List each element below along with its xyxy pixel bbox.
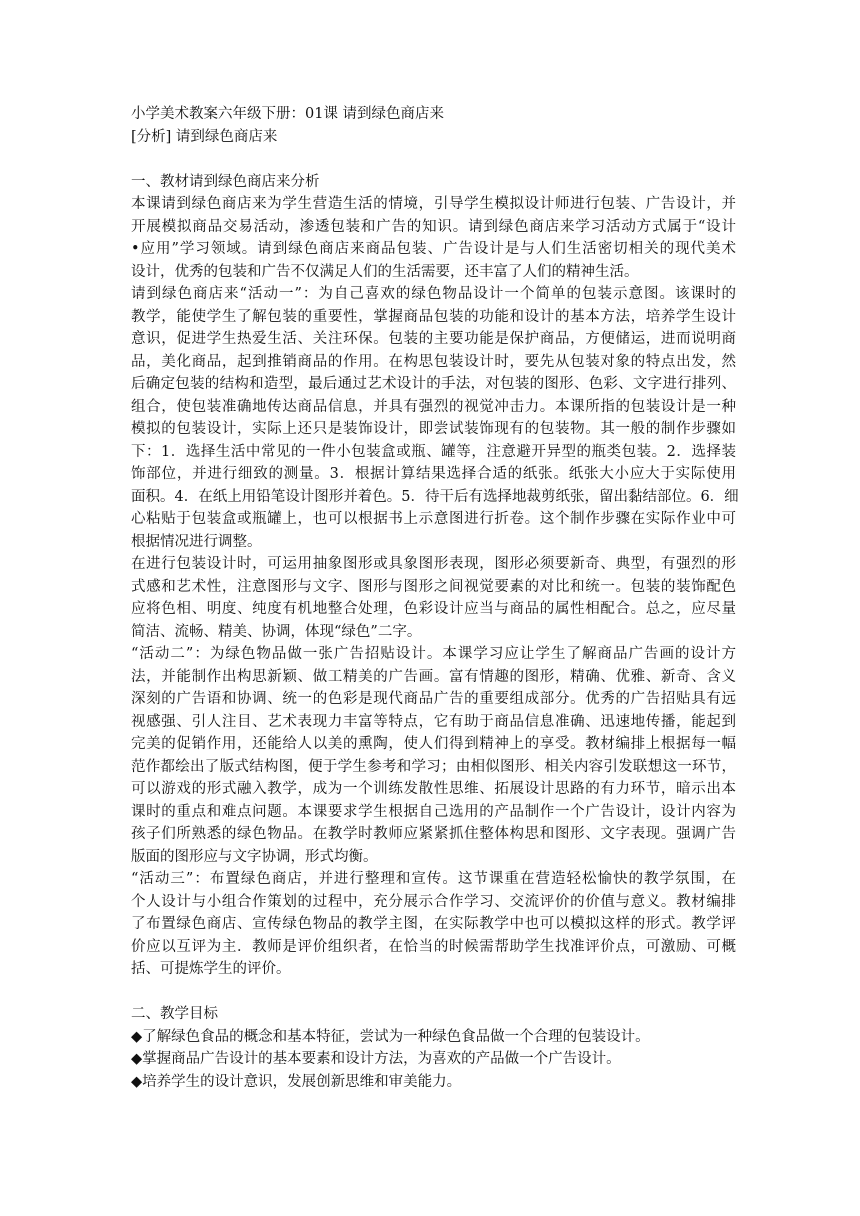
text-line: 后确定包装的结构和造型，最后通过艺术设计的手法，对包装的图形、色彩、文字进行排列、 xyxy=(131,376,736,392)
text-line: 教学，能使学生了解包装的重要性，掌握商品包装的功能和设计的基本方法，培养学生设计 xyxy=(131,308,736,325)
paragraph-design-notes xyxy=(131,553,736,643)
paragraph-activity-one xyxy=(131,283,739,553)
paragraph-activity-two xyxy=(131,643,736,868)
text-line: 心粘贴于包装盒或瓶罐上，也可以根据书上示意图进行折卷。这个制作步骤在实际作业中可 xyxy=(131,511,736,527)
goal-item: ◆掌握商品广告设计的基本要素和设计方法，为喜欢的产品做一个广告设计。 xyxy=(131,1051,621,1067)
text-line: 开展模拟商品交易活动，渗透包装和广告的知识。请到绿色商店来学习活动方式属于“设计 xyxy=(131,218,736,235)
text-line: •应用”学习领域。请到绿色商店来商品包装、广告设计是与人们生活密切相关的现代美术 xyxy=(131,241,736,257)
text-line: 饰部位，并进行细致的测量。3．根据计算结果选择合适的纸张。纸张大小应大于实际使用 xyxy=(131,466,736,482)
text-line: 简洁、流畅、精美、协调，体现“绿色”二字。 xyxy=(131,623,422,640)
text-line: 可以游戏的形式融入教学，成为一个训练发散性思维、拓展设计思路的有力环节，暗示出本 xyxy=(131,781,736,797)
section-heading-goals: 二、教学目标 xyxy=(131,1006,218,1022)
document-title: 小学美术教案六年级下册：01课 请到绿色商店来 xyxy=(131,106,445,122)
section-heading-analysis: 一、教材请到绿色商店来分析 xyxy=(131,173,320,190)
text-line: 组合，使包装准确地传达商品信息，并具有强烈的视觉冲击力。本课所指的包装设计是一种 xyxy=(131,398,736,415)
text-line: “活动三”：布置绿色商店，并进行整理和宣传。这节课重在营造轻松愉快的教学氛围，在 xyxy=(131,871,736,887)
document-subtitle: [分析] 请到绿色商店来 xyxy=(131,128,278,145)
spacer xyxy=(131,981,736,1004)
text-line: 深刻的广告语和协调、统一的色彩是现代商品广告的重要组成部分。优秀的广告招贴具有远 xyxy=(131,691,736,707)
text-line: 模拟的包装设计，实际上还只是装饰设计，即尝试装饰现有的包装物。其一般的制作步骤如 xyxy=(131,421,736,437)
text-line: 品，美化商品，起到推销商品的作用。在构思包装设计时，要先从包装对象的特点出发，然 xyxy=(131,353,736,370)
text-line: 下：1．选择生活中常见的一件小包装盒或瓶、罐等，注意避开异型的瓶类包装。2．选择装 xyxy=(131,443,736,460)
text-line: 根据情况进行调整。 xyxy=(131,533,262,550)
goal-item: ◆了解绿色食品的概念和基本特征，尝试为一种绿色食品做一个合理的包装设计。 xyxy=(131,1028,650,1045)
text-line: 在进行包装设计时，可运用抽象图形或具象图形表现，图形必须要新奇、典型，有强烈的形 xyxy=(131,556,736,572)
text-line: 范作都绘出了版式结构图，便于学生参考和学习；由相似图形、相关内容引发联想这一环节， xyxy=(131,758,736,775)
text-line: 完美的促销作用，还能给人以美的熏陶，使人们得到精神上的享受。教材编排上根据每一幅 xyxy=(131,736,736,752)
text-line: 个人设计与小组合作策划的过程中，充分展示合作学习、交流评价的价值与意义。教材编排 xyxy=(131,893,736,910)
text-line: 版面的图形应与文字协调，形式均衡。 xyxy=(131,848,378,865)
text-line: 课时的重点和难点问题。本课要求学生根据自己选用的产品制作一个广告设计，设计内容为 xyxy=(131,803,736,820)
spacer xyxy=(131,148,736,171)
text-line: 法，并能制作出构思新颖、做工精美的广告画。富有情趣的图形，精确、优雅、新奇、含义 xyxy=(131,668,736,685)
text-line: 式感和艺术性，注意图形与文字、图形与图形之间视觉要素的对比和统一。包装的装饰配色 xyxy=(131,578,736,595)
text-line: 请到绿色商店来“活动一”：为自己喜欢的绿色物品设计一个简单的包装示意图。该课时的 xyxy=(131,286,736,302)
text-line: 价应以互评为主．教师是评价组织者，在恰当的时候需帮助学生找准评价点，可激励、可概 xyxy=(131,938,736,955)
text-line: “活动二”：为绿色物品做一张广告招贴设计。本课学习应让学生了解商品广告画的设计方 xyxy=(131,646,736,662)
goal-item: ◆培养学生的设计意识，发展创新思维和审美能力。 xyxy=(131,1073,462,1090)
text-line: 本课请到绿色商店来为学生营造生活的情境，引导学生模拟设计师进行包装、广告设计，并 xyxy=(131,196,736,212)
document-page xyxy=(131,103,739,1093)
paragraph-activity-three xyxy=(131,868,736,981)
text-line: 视感强、引人注目、艺术表现力丰富等特点，它有助于商品信息准确、迅速地传播，能起到 xyxy=(131,713,736,730)
text-line: 面积。4．在纸上用铅笔设计图形并着色。5．待干后有选择地裁剪纸张，留出黏结部位。6．细 xyxy=(131,488,739,505)
paragraph-intro xyxy=(131,193,736,283)
text-line: 应将色相、明度、纯度有机地整合处理，色彩设计应当与商品的属性相配合。总之，应尽量 xyxy=(131,601,736,617)
goals-list xyxy=(131,1026,736,1094)
text-line: 意识，促进学生热爱生活、关注环保。包装的主要功能是保护商品，方便储运，进而说明商 xyxy=(131,331,736,347)
text-line: 括、可提炼学生的评价。 xyxy=(131,961,291,977)
text-line: 孩子们所熟悉的绿色物品。在教学时教师应紧紧抓住整体构思和图形、文字表现。强调广告 xyxy=(131,826,736,842)
text-line: 了布置绿色商店、宣传绿色物品的教学主图，在实际教学中也可以模拟这样的形式。教学评 xyxy=(131,916,736,932)
text-line: 设计，优秀的包装和广告不仅满足人们的生活需要，还丰富了人们的精神生活。 xyxy=(131,263,639,280)
